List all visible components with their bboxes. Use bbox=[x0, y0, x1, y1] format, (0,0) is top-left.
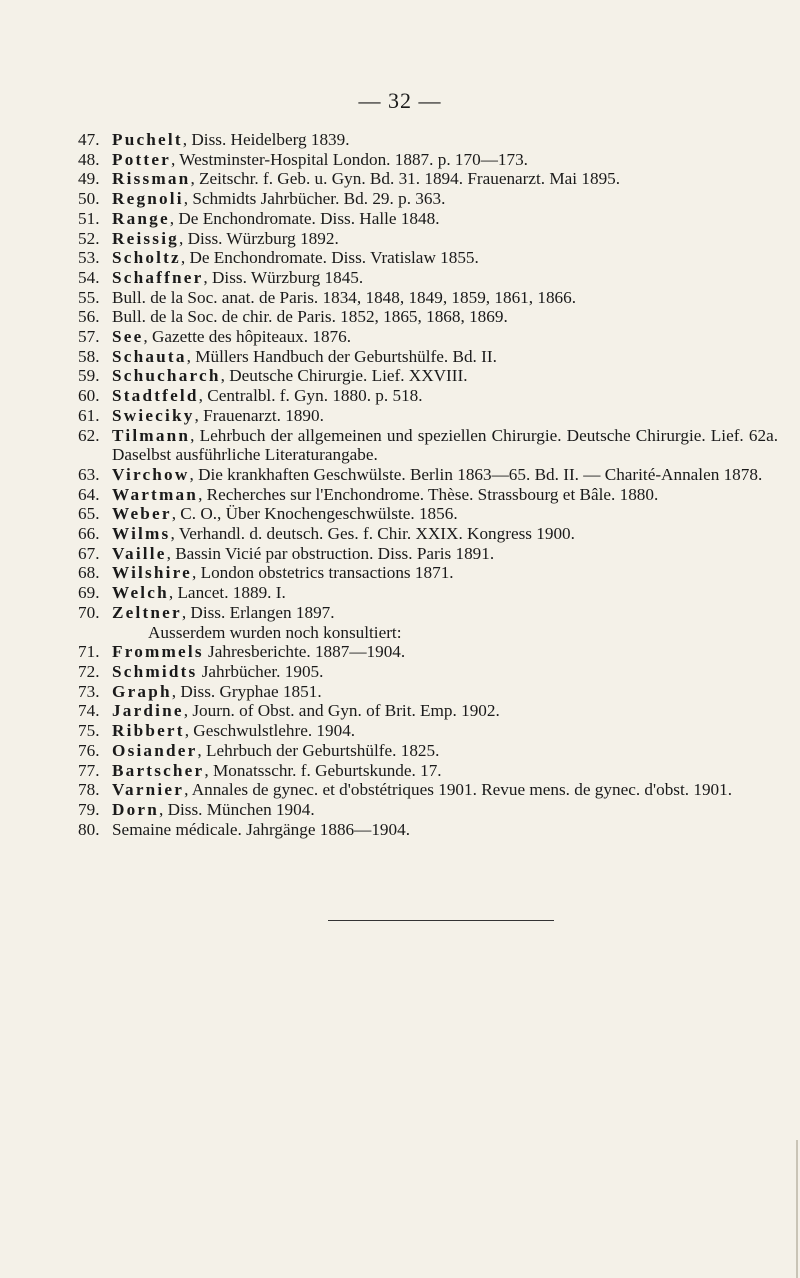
reference-text: , Diss. München 1904. bbox=[159, 799, 315, 819]
reference-author: Potter bbox=[112, 149, 171, 169]
reference-item bbox=[78, 465, 778, 485]
reference-author: Tilmann bbox=[112, 425, 191, 445]
reference-text: , De Enchondromate. Diss. Halle 1848. bbox=[169, 208, 440, 228]
reference-number: 47. bbox=[78, 130, 100, 149]
reference-author: Regnoli bbox=[112, 189, 184, 209]
reference-number: 80. bbox=[78, 819, 100, 839]
reference-item bbox=[78, 130, 778, 150]
reference-author: Puchelt bbox=[112, 130, 183, 149]
reference-number: 48. bbox=[78, 149, 100, 169]
reference-number: 52. bbox=[78, 228, 100, 248]
reference-text: , Westminster-Hospital London. 1887. p. 170—173. bbox=[171, 149, 528, 169]
reference-text: , Müllers Handbuch der Geburtshülfe. Bd. II. bbox=[186, 346, 497, 366]
reference-number: 72. bbox=[78, 661, 100, 681]
reference-number: 51. bbox=[78, 208, 100, 228]
reference-text: , C. O., Über Knochengeschwülste. 1856. bbox=[171, 504, 458, 524]
reference-author: Graph bbox=[112, 681, 172, 701]
reference-item bbox=[78, 189, 778, 209]
reference-item bbox=[78, 366, 778, 386]
reference-number: 59. bbox=[78, 366, 100, 386]
reference-number: 78. bbox=[78, 780, 100, 800]
reference-number: 69. bbox=[78, 583, 100, 603]
reference-text: , Recherches sur l'Enchondrome. Thèse. Strassbourg et Bâle. 1880. bbox=[198, 484, 659, 504]
reference-text: , Centralbl. f. Gyn. 1880. p. 518. bbox=[198, 386, 423, 406]
reference-author: Wartman bbox=[112, 484, 199, 504]
reference-number: 55. bbox=[78, 287, 100, 307]
reference-author: Stadtfeld bbox=[112, 386, 199, 406]
reference-item bbox=[78, 327, 778, 347]
reference-number: 70. bbox=[78, 602, 100, 622]
reference-author: Schaffner bbox=[112, 267, 204, 287]
reference-item bbox=[78, 682, 778, 702]
reference-number: 74. bbox=[78, 701, 100, 721]
reference-item bbox=[78, 150, 778, 170]
reference-text: Semaine médicale. Jahrgänge 1886—1904. bbox=[112, 819, 410, 839]
reference-item bbox=[78, 721, 778, 741]
reference-author: See bbox=[112, 327, 144, 347]
reference-item bbox=[78, 603, 778, 623]
reference-author: Range bbox=[112, 208, 170, 228]
reference-number: 58. bbox=[78, 346, 100, 366]
reference-author: Zeltner bbox=[112, 602, 182, 622]
reference-number: 57. bbox=[78, 327, 100, 347]
reference-text: Jahresberichte. 1887—1904. bbox=[203, 642, 406, 662]
reference-number: 71. bbox=[78, 642, 100, 662]
reference-text: , Zeitschr. f. Geb. u. Gyn. Bd. 31. 1894. Frauenarzt. Mai 1895. bbox=[190, 169, 621, 189]
reference-item bbox=[78, 406, 778, 426]
reference-text: , Lehrbuch der allgemeinen und speziellen Chirurgie. Deutsche Chirurgie. Lief. 62a. Daselbst ausführliche Literaturangabe. bbox=[112, 425, 778, 465]
reference-item bbox=[78, 485, 778, 505]
reference-text: , Monatsschr. f. Geburtskunde. 17. bbox=[204, 760, 442, 780]
reference-author: Rissman bbox=[112, 169, 191, 189]
reference-author: Frommels bbox=[112, 642, 204, 662]
reference-number: 49. bbox=[78, 169, 100, 189]
reference-text: , Diss. Gryphae 1851. bbox=[171, 681, 322, 701]
reference-number: 76. bbox=[78, 740, 100, 760]
reference-author: Welch bbox=[112, 583, 169, 603]
reference-number: 61. bbox=[78, 405, 100, 425]
reference-number: 73. bbox=[78, 681, 100, 701]
reference-author: Wilms bbox=[112, 524, 171, 544]
reference-item bbox=[78, 426, 778, 465]
reference-author: Varnier bbox=[112, 780, 185, 800]
reference-item bbox=[78, 820, 778, 840]
reference-text: , Gazette des hôpiteaux. 1876. bbox=[143, 327, 352, 347]
reference-item bbox=[78, 268, 778, 288]
consulted-note bbox=[78, 623, 778, 643]
reference-text: , Verhandl. d. deutsch. Ges. f. Chir. XXIX. Kongress 1900. bbox=[170, 524, 575, 544]
page-number: — 32 — bbox=[358, 88, 442, 113]
reference-item bbox=[78, 248, 778, 268]
reference-number: 64. bbox=[78, 484, 100, 504]
reference-number: 50. bbox=[78, 189, 100, 209]
reference-text: , Bassin Vicié par obstruction. Diss. Paris 1891. bbox=[166, 543, 495, 563]
reference-number: 56. bbox=[78, 307, 100, 327]
reference-author: Wilshire bbox=[112, 563, 192, 583]
reference-author: Dorn bbox=[112, 799, 159, 819]
reference-item bbox=[78, 583, 778, 603]
reference-text: Bull. de la Soc. anat. de Paris. 1834, 1848, 1849, 1859, 1861, 1866. bbox=[112, 287, 577, 307]
reference-item bbox=[78, 209, 778, 229]
reference-text: , Lehrbuch der Geburtshülfe. 1825. bbox=[197, 740, 440, 760]
reference-author: Schmidts bbox=[112, 661, 198, 681]
reference-item bbox=[78, 386, 778, 406]
reference-item bbox=[78, 347, 778, 367]
reference-number: 66. bbox=[78, 524, 100, 544]
reference-number: 62. bbox=[78, 425, 100, 445]
reference-text: , Schmidts Jahrbücher. Bd. 29. p. 363. bbox=[183, 189, 446, 209]
reference-item bbox=[78, 288, 778, 308]
reference-number: 67. bbox=[78, 543, 100, 563]
reference-item bbox=[78, 563, 778, 583]
reference-author: Bartscher bbox=[112, 760, 205, 780]
reference-text: , Diss. Würzburg 1892. bbox=[178, 228, 339, 248]
reference-author: Vaille bbox=[112, 543, 167, 563]
reference-author: Swieciky bbox=[112, 405, 195, 425]
reference-author: Virchow bbox=[112, 464, 190, 484]
reference-number: 77. bbox=[78, 760, 100, 780]
reference-author: Schauta bbox=[112, 346, 187, 366]
reference-number: 79. bbox=[78, 799, 100, 819]
reference-text: , London obstetrics transactions 1871. bbox=[192, 563, 454, 583]
reference-item bbox=[78, 642, 778, 662]
reference-item bbox=[78, 229, 778, 249]
reference-text: , Diss. Würzburg 1845. bbox=[203, 267, 364, 287]
reference-item bbox=[78, 662, 778, 682]
reference-item bbox=[78, 800, 778, 820]
reference-text: , Geschwulstlehre. 1904. bbox=[184, 721, 356, 741]
reference-text: , Die krankhaften Geschwülste. Berlin 1863—65. Bd. II. — Charité-Annalen 1878. bbox=[189, 464, 763, 484]
reference-item bbox=[78, 504, 778, 524]
reference-item bbox=[78, 524, 778, 544]
reference-text: , Annales de gynec. et d'obstétriques 1901. Revue mens. de gynec. d'obst. 1901. bbox=[184, 780, 733, 800]
reference-item bbox=[78, 741, 778, 761]
reference-number: 75. bbox=[78, 721, 100, 741]
reference-number: 54. bbox=[78, 267, 100, 287]
reference-author: Ribbert bbox=[112, 721, 185, 741]
reference-item bbox=[78, 307, 778, 327]
reference-list bbox=[78, 130, 778, 839]
end-rule bbox=[328, 920, 554, 921]
reference-text: , De Enchondromate. Diss. Vratislaw 1855. bbox=[180, 248, 479, 268]
reference-author: Scholtz bbox=[112, 248, 181, 268]
reference-text: , Deutsche Chirurgie. Lief. XXVIII. bbox=[220, 366, 468, 386]
reference-text: , Diss. Heidelberg 1839. bbox=[182, 130, 350, 149]
reference-author: Weber bbox=[112, 504, 172, 524]
reference-author: Reissig bbox=[112, 228, 179, 248]
reference-item bbox=[78, 544, 778, 564]
reference-item bbox=[78, 701, 778, 721]
reference-number: 63. bbox=[78, 464, 100, 484]
reference-item bbox=[78, 761, 778, 781]
reference-author: Osiander bbox=[112, 740, 198, 760]
reference-text: Bull. de la Soc. de chir. de Paris. 1852, 1865, 1868, 1869. bbox=[112, 307, 508, 327]
reference-text: , Journ. of Obst. and Gyn. of Brit. Emp. 1902. bbox=[183, 701, 500, 721]
reference-text: , Lancet. 1889. I. bbox=[168, 583, 286, 603]
reference-text: , Frauenarzt. 1890. bbox=[194, 405, 324, 425]
reference-text: Jahrbücher. 1905. bbox=[197, 661, 324, 681]
reference-item bbox=[78, 780, 778, 800]
reference-author: Jardine bbox=[112, 701, 184, 721]
scan-edge-mark bbox=[796, 1140, 798, 1278]
consulted-note-text: Ausserdem wurden noch konsultiert: bbox=[148, 622, 402, 642]
reference-number: 60. bbox=[78, 386, 100, 406]
reference-item bbox=[78, 169, 778, 189]
reference-number: 65. bbox=[78, 504, 100, 524]
reference-text: , Diss. Erlangen 1897. bbox=[181, 602, 335, 622]
reference-number: 68. bbox=[78, 563, 100, 583]
reference-author: Schucharch bbox=[112, 366, 221, 386]
reference-number: 53. bbox=[78, 248, 100, 268]
